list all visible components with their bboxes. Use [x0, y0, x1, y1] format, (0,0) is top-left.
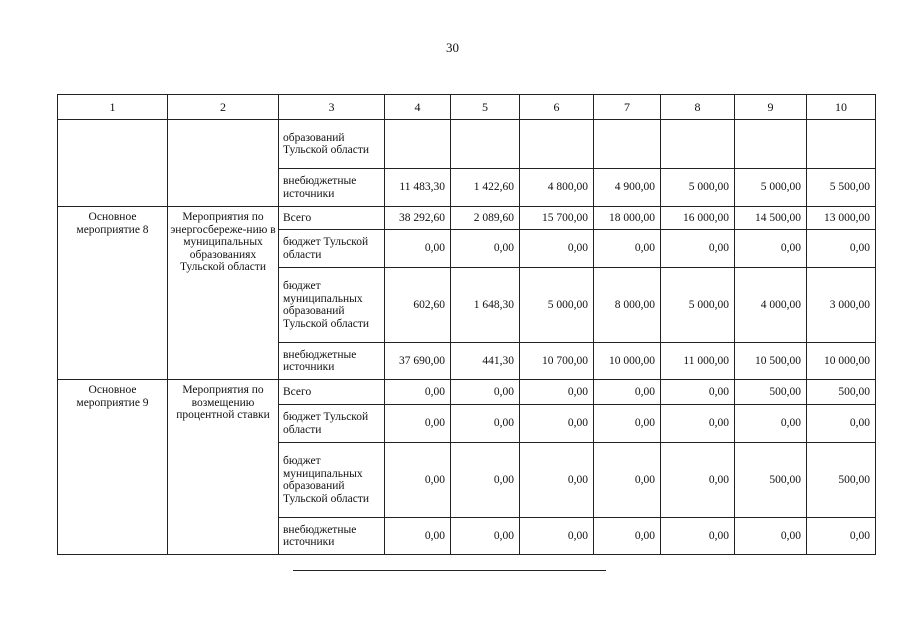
- value-cell: 0,00: [385, 230, 451, 268]
- value-cell-empty: [385, 120, 451, 169]
- value-cell-empty: [661, 120, 735, 169]
- value-cell: 15 700,00: [520, 207, 594, 230]
- value-cell: 0,00: [661, 405, 735, 443]
- source-cell: внебюджетные источники: [279, 343, 385, 380]
- header-cell: 10: [807, 95, 876, 120]
- value-cell: 16 000,00: [661, 207, 735, 230]
- value-cell: 0,00: [520, 518, 594, 555]
- value-cell: 500,00: [735, 443, 807, 518]
- header-cell: 1: [58, 95, 168, 120]
- value-cell: 0,00: [807, 405, 876, 443]
- source-cell: внебюджетные источники: [279, 518, 385, 555]
- value-cell: 5 000,00: [735, 169, 807, 207]
- value-cell: 500,00: [735, 380, 807, 405]
- description-cell-empty: [168, 120, 279, 207]
- source-cell: бюджет Тульской области: [279, 230, 385, 268]
- value-cell: 10 500,00: [735, 343, 807, 380]
- header-cell: 5: [451, 95, 520, 120]
- value-cell: 0,00: [735, 518, 807, 555]
- value-cell: 0,00: [807, 518, 876, 555]
- page-number: 30: [446, 40, 459, 55]
- value-cell: 0,00: [594, 380, 661, 405]
- value-cell: 1 422,60: [451, 169, 520, 207]
- value-cell-empty: [451, 120, 520, 169]
- value-cell-empty: [520, 120, 594, 169]
- value-cell: 11 483,30: [385, 169, 451, 207]
- value-cell: 18 000,00: [594, 207, 661, 230]
- table-row: [58, 207, 876, 230]
- value-cell: 0,00: [661, 443, 735, 518]
- event-cell-empty: [58, 120, 168, 207]
- value-cell: 0,00: [385, 405, 451, 443]
- description-cell: Мероприятия по энергосбереже-нию в муниципальных образованиях Тульской области: [168, 207, 279, 380]
- value-cell: 0,00: [451, 518, 520, 555]
- header-cell: 8: [661, 95, 735, 120]
- value-cell: 0,00: [594, 405, 661, 443]
- value-cell: 441,30: [451, 343, 520, 380]
- header-cell: 3: [279, 95, 385, 120]
- value-cell: 10 000,00: [594, 343, 661, 380]
- value-cell: 37 690,00: [385, 343, 451, 380]
- value-cell: 0,00: [451, 405, 520, 443]
- header-cell: 9: [735, 95, 807, 120]
- value-cell: 0,00: [735, 405, 807, 443]
- budget-table: [57, 94, 876, 555]
- source-cell: Всего: [279, 380, 385, 405]
- value-cell-empty: [594, 120, 661, 169]
- value-cell: 10 700,00: [520, 343, 594, 380]
- value-cell: 0,00: [520, 405, 594, 443]
- value-cell: 0,00: [385, 380, 451, 405]
- source-cell: внебюджетные источники: [279, 169, 385, 207]
- value-cell: 3 000,00: [807, 268, 876, 343]
- source-cell: Всего: [279, 207, 385, 230]
- value-cell-empty: [735, 120, 807, 169]
- value-cell: 602,60: [385, 268, 451, 343]
- value-cell: 0,00: [520, 230, 594, 268]
- value-cell: 13 000,00: [807, 207, 876, 230]
- value-cell: 8 000,00: [594, 268, 661, 343]
- value-cell: 0,00: [451, 230, 520, 268]
- value-cell: 0,00: [661, 230, 735, 268]
- value-cell: 0,00: [661, 518, 735, 555]
- value-cell: 38 292,60: [385, 207, 451, 230]
- value-cell: 0,00: [520, 380, 594, 405]
- header-row: [58, 95, 876, 120]
- value-cell: 0,00: [451, 443, 520, 518]
- value-cell: 0,00: [594, 518, 661, 555]
- value-cell: 0,00: [594, 443, 661, 518]
- value-cell: 4 000,00: [735, 268, 807, 343]
- table-row: [58, 120, 876, 169]
- value-cell: 14 500,00: [735, 207, 807, 230]
- event-cell: Основное мероприятие 8: [58, 207, 168, 380]
- footer-divider: [293, 570, 606, 571]
- table-row: [58, 380, 876, 405]
- value-cell: 0,00: [735, 230, 807, 268]
- source-cell: бюджет муниципальных образований Тульской области: [279, 443, 385, 518]
- value-cell: 1 648,30: [451, 268, 520, 343]
- value-cell: 0,00: [451, 380, 520, 405]
- value-cell: 0,00: [807, 230, 876, 268]
- value-cell: 0,00: [661, 380, 735, 405]
- value-cell: 4 900,00: [594, 169, 661, 207]
- source-cell: бюджет Тульской области: [279, 405, 385, 443]
- value-cell: 5 000,00: [520, 268, 594, 343]
- value-cell: 4 800,00: [520, 169, 594, 207]
- source-cell: бюджет муниципальных образований Тульской области: [279, 268, 385, 343]
- value-cell: 10 000,00: [807, 343, 876, 380]
- value-cell: 2 089,60: [451, 207, 520, 230]
- header-cell: 6: [520, 95, 594, 120]
- value-cell: 0,00: [594, 230, 661, 268]
- value-cell: 0,00: [520, 443, 594, 518]
- source-cell: образований Тульской области: [279, 120, 385, 169]
- value-cell: 0,00: [385, 518, 451, 555]
- header-cell: 7: [594, 95, 661, 120]
- value-cell: 5 500,00: [807, 169, 876, 207]
- value-cell: 500,00: [807, 443, 876, 518]
- value-cell: 5 000,00: [661, 268, 735, 343]
- header-cell: 4: [385, 95, 451, 120]
- description-cell: Мероприятия по возмещению процентной ставки: [168, 380, 279, 555]
- value-cell: 11 000,00: [661, 343, 735, 380]
- header-cell: 2: [168, 95, 279, 120]
- value-cell: 500,00: [807, 380, 876, 405]
- value-cell: 5 000,00: [661, 169, 735, 207]
- value-cell: 0,00: [385, 443, 451, 518]
- event-cell: Основное мероприятие 9: [58, 380, 168, 555]
- value-cell-empty: [807, 120, 876, 169]
